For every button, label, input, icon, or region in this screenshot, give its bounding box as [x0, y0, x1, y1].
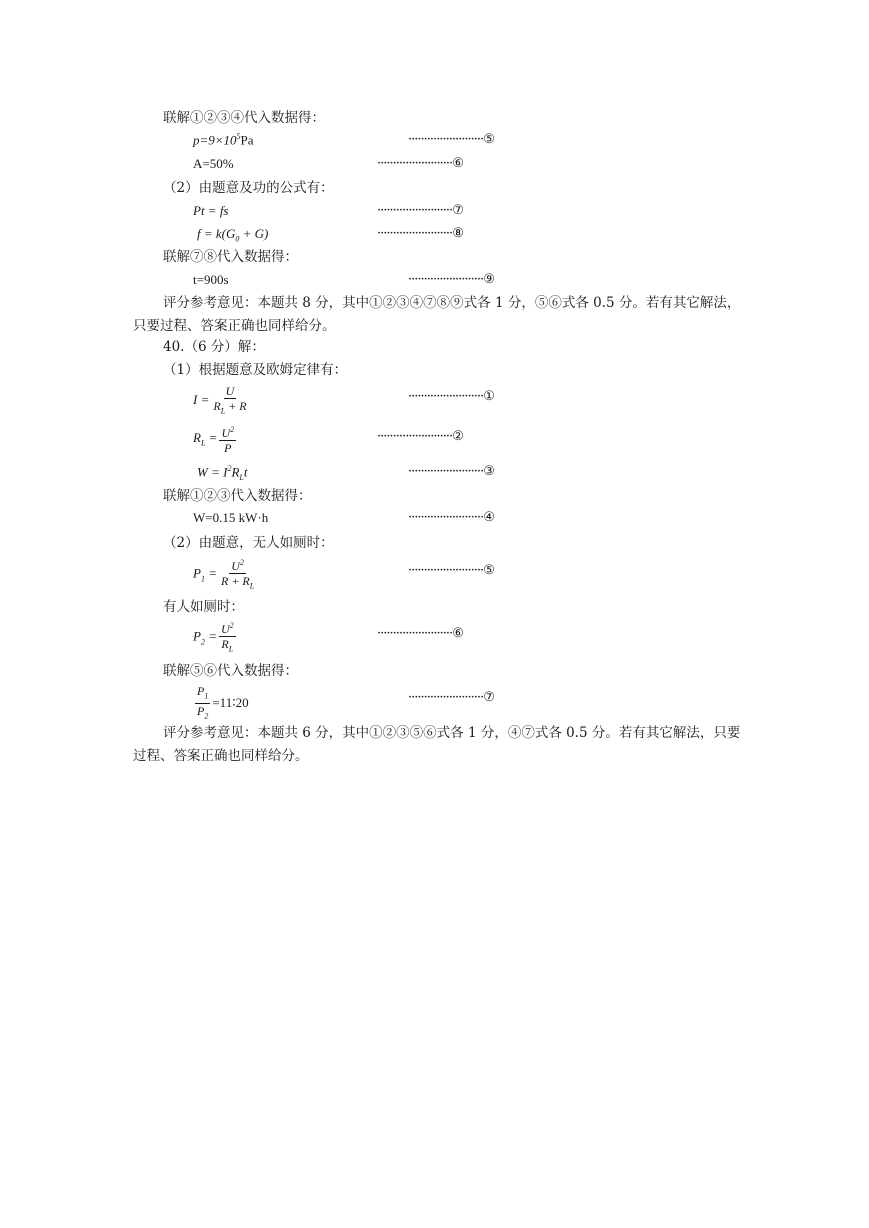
power-ratio-result: $\frac{P_1}{P_2}$ =11∶20	[197, 684, 249, 721]
leader-dots: ························③	[408, 464, 494, 479]
equation-lamp-resistance: $R_L$ = $\frac{U^2}{P}$	[193, 425, 235, 455]
combine-step-123: 联解①②③代入数据得：	[163, 488, 312, 504]
leader-dots: ························⑤	[408, 132, 494, 147]
time-result: t=900s	[193, 272, 229, 287]
leader-dots: ························⑨	[408, 272, 494, 287]
scoring-note-39: 评分参考意见：本题共 8 分，其中①②③④⑦⑧⑨式各 1 分，⑤⑥式各 0.5 分。若有其它解法，只要过程、答案正确也同样给分。	[133, 295, 741, 334]
leader-dots: ························⑦	[408, 690, 494, 705]
leader-dots: ························①	[408, 389, 494, 404]
energy-result: W=0.15 kW·h	[193, 510, 269, 525]
part2-heading-40: （2）由题意，无人如厕时：	[163, 535, 334, 551]
leader-dots: ························⑦	[377, 203, 463, 218]
leader-dots: ························⑥	[377, 156, 463, 171]
equation-power-work: Pt = fs	[193, 203, 229, 218]
part1-heading-40: （1）根据题意及欧姆定律有：	[163, 362, 348, 378]
scoring-note-40: 评分参考意见：本题共 6 分，其中①②③⑤⑥式各 1 分，④⑦式各 0.5 分。若有其它解法，只要过程、答案正确也同样给分。	[133, 725, 741, 764]
combine-step-56: 联解⑤⑥代入数据得：	[163, 663, 298, 679]
efficiency-result: A=50%	[193, 156, 234, 171]
leader-dots: ························②	[377, 429, 463, 444]
part2-heading-39: （2）由题意及功的公式有：	[163, 180, 334, 196]
combine-step-78: 联解⑦⑧代入数据得：	[163, 249, 298, 265]
combine-step-1234: 联解①②③④代入数据得：	[163, 110, 325, 126]
leader-dots: ························④	[408, 510, 494, 525]
pressure-result: $p=9\times 10^5Pa$	[193, 132, 254, 148]
equation-power-occupied: $P_2$ = $\frac{U^2}{R_L}$	[193, 621, 234, 654]
equation-current: I = $\frac{U}{R_L + R}$	[193, 384, 247, 416]
question-40-heading: 40.（6 分）解：	[163, 339, 265, 355]
equation-power-unoccupied: $P_1$ = $\frac{U^2}{R + R_L}$	[193, 558, 255, 591]
leader-dots: ························⑧	[377, 226, 463, 241]
leader-dots: ························⑥	[377, 626, 463, 641]
equation-friction: $f = k(G_0 + G)$	[197, 226, 269, 244]
equation-energy: $W = I^2R_Lt$	[197, 464, 248, 482]
leader-dots: ························⑤	[408, 563, 494, 578]
occupied-heading: 有人如厕时：	[163, 599, 244, 615]
